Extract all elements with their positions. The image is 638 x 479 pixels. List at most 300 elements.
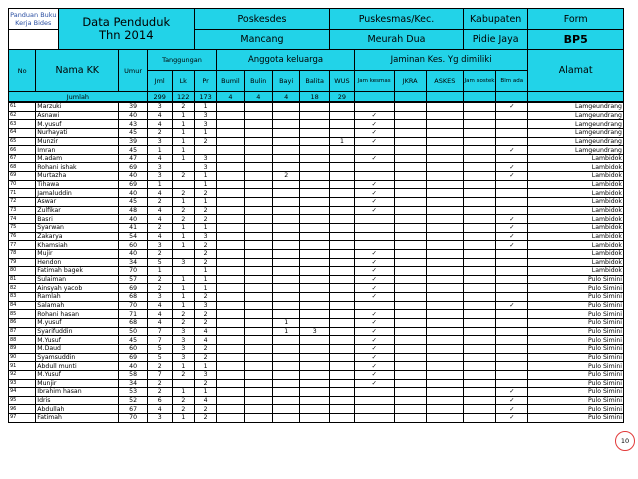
- row-bulin: [244, 258, 273, 267]
- row-jamsostek: [463, 128, 495, 137]
- row-bulin: [244, 327, 273, 336]
- row-bumil: [217, 310, 244, 319]
- row-jamkesmas: [354, 284, 394, 293]
- row-lk: 1: [172, 232, 194, 241]
- row-bulin: [244, 189, 273, 198]
- row-no: 95: [9, 396, 36, 405]
- checkmark-icon: ✓: [371, 362, 377, 370]
- row-jamkesmas: [354, 336, 394, 345]
- row-jamsostek: [463, 137, 495, 146]
- row-umur: 70: [119, 414, 148, 423]
- row-umur: 54: [119, 232, 148, 241]
- row-jamsostek: [463, 120, 495, 129]
- row-bumil: [217, 180, 244, 189]
- row-nama: Rohani hasan: [36, 310, 119, 319]
- row-jamkesmas: [354, 241, 394, 250]
- row-lk: 1: [172, 388, 194, 397]
- row-blmada: [496, 111, 528, 120]
- row-pr: 2: [194, 293, 216, 302]
- row-jamsostek: [463, 154, 495, 163]
- row-alamat: Lamgeundrang: [528, 103, 624, 112]
- table-row: [9, 103, 624, 112]
- row-jamsostek: [463, 146, 495, 155]
- row-balita: [300, 267, 330, 276]
- row-bayi: [273, 344, 300, 353]
- row-alamat: Lambidok: [528, 189, 624, 198]
- row-bayi: [273, 215, 300, 224]
- puskesmas-value: Meurah Dua: [330, 30, 464, 50]
- row-blmada: [496, 327, 528, 336]
- row-jamkesmas: [354, 103, 394, 112]
- row-pr: 1: [194, 128, 216, 137]
- row-bayi: [273, 163, 300, 172]
- row-pr: 3: [194, 111, 216, 120]
- row-wus: [330, 379, 355, 388]
- row-balita: [300, 319, 330, 328]
- row-bulin: [244, 241, 273, 250]
- row-lk: 1: [172, 154, 194, 163]
- row-bumil: [217, 146, 244, 155]
- row-bayi: [273, 103, 300, 112]
- total-bumil: 4: [217, 92, 244, 102]
- row-jamsostek: [463, 336, 495, 345]
- row-jamkesmas: [354, 189, 394, 198]
- row-no: 71: [9, 189, 36, 198]
- row-jamsostek: [463, 189, 495, 198]
- row-nama: Abdullah: [36, 405, 119, 414]
- row-jamkesmas: [354, 405, 394, 414]
- row-umur: 45: [119, 198, 148, 207]
- row-lk: 1: [172, 284, 194, 293]
- row-bayi: [273, 284, 300, 293]
- population-rows: [9, 103, 624, 423]
- row-balita: [300, 362, 330, 371]
- row-blmada: [496, 120, 528, 129]
- row-askes: [426, 232, 463, 241]
- row-no: 67: [9, 154, 36, 163]
- table-row: [9, 154, 624, 163]
- row-lk: 1: [172, 241, 194, 250]
- row-pr: 1: [194, 180, 216, 189]
- row-pr: 4: [194, 327, 216, 336]
- row-balita: [300, 206, 330, 215]
- row-bayi: [273, 370, 300, 379]
- row-wus: [330, 111, 355, 120]
- checkmark-icon: ✓: [371, 336, 377, 344]
- table-row: [9, 370, 624, 379]
- row-bulin: [244, 310, 273, 319]
- row-wus: [330, 396, 355, 405]
- checkmark-icon: ✓: [371, 207, 377, 214]
- checkmark-icon: ✓: [371, 129, 377, 137]
- row-alamat: Lambidok: [528, 223, 624, 232]
- row-askes: [426, 370, 463, 379]
- row-bulin: [244, 353, 273, 362]
- row-alamat: Lambidok: [528, 267, 624, 276]
- row-jml: 5: [147, 258, 172, 267]
- row-bulin: [244, 301, 273, 310]
- row-jml: 3: [147, 103, 172, 112]
- row-jamsostek: [463, 319, 495, 328]
- row-jkra: [394, 319, 426, 328]
- table-row: [9, 206, 624, 215]
- row-alamat: Pulo Simini: [528, 310, 624, 319]
- row-blmada: [496, 344, 528, 353]
- row-nama: Zakarya: [36, 232, 119, 241]
- col-belum-ada: Blm ada: [496, 71, 528, 92]
- row-no: 63: [9, 120, 36, 129]
- row-askes: [426, 120, 463, 129]
- row-bayi: [273, 275, 300, 284]
- row-balita: [300, 379, 330, 388]
- row-bayi: [273, 301, 300, 310]
- row-wus: [330, 163, 355, 172]
- row-balita: [300, 120, 330, 129]
- row-lk: 1: [172, 137, 194, 146]
- row-jamsostek: [463, 370, 495, 379]
- row-jml: 7: [147, 336, 172, 345]
- row-jkra: [394, 414, 426, 423]
- col-balita: Balita: [300, 71, 330, 92]
- row-no: 70: [9, 180, 36, 189]
- row-balita: [300, 388, 330, 397]
- row-lk: 3: [172, 344, 194, 353]
- row-umur: 40: [119, 249, 148, 258]
- row-balita: [300, 353, 330, 362]
- row-no: 80: [9, 267, 36, 276]
- row-bumil: [217, 301, 244, 310]
- row-pr: 1: [194, 362, 216, 371]
- row-umur: 45: [119, 128, 148, 137]
- header-table: [8, 8, 624, 102]
- row-jkra: [394, 137, 426, 146]
- row-no: 76: [9, 232, 36, 241]
- row-nama: Sulaiman: [36, 275, 119, 284]
- row-bayi: [273, 198, 300, 207]
- row-bayi: 1: [273, 327, 300, 336]
- table-row: [9, 146, 624, 155]
- total-lk: 122: [172, 92, 194, 102]
- row-askes: [426, 353, 463, 362]
- row-no: 85: [9, 310, 36, 319]
- row-jml: 1: [147, 146, 172, 155]
- kabupaten-label: Kabupaten: [463, 9, 527, 30]
- row-blmada: [496, 336, 528, 345]
- row-no: 90: [9, 353, 36, 362]
- row-askes: [426, 223, 463, 232]
- row-jamsostek: [463, 396, 495, 405]
- guide-spacer: [9, 30, 59, 50]
- row-wus: [330, 120, 355, 129]
- row-bumil: [217, 344, 244, 353]
- row-alamat: Pulo Simini: [528, 362, 624, 371]
- row-jml: 4: [147, 154, 172, 163]
- row-jamkesmas: [354, 414, 394, 423]
- row-blmada: [496, 172, 528, 181]
- row-askes: [426, 172, 463, 181]
- row-nama: Imran: [36, 146, 119, 155]
- row-blmada: [496, 414, 528, 423]
- row-bayi: 2: [273, 172, 300, 181]
- row-bumil: [217, 198, 244, 207]
- table-row: [9, 275, 624, 284]
- row-blmada: [496, 232, 528, 241]
- checkmark-icon: ✓: [371, 284, 377, 292]
- row-bumil: [217, 172, 244, 181]
- row-umur: 52: [119, 396, 148, 405]
- row-pr: 3: [194, 120, 216, 129]
- row-jkra: [394, 379, 426, 388]
- row-pr: 2: [194, 379, 216, 388]
- row-jkra: [394, 370, 426, 379]
- col-pr: Pr: [194, 71, 216, 92]
- row-lk: 1: [172, 275, 194, 284]
- row-balita: [300, 128, 330, 137]
- row-balita: [300, 172, 330, 181]
- col-umur: Umur: [119, 50, 148, 92]
- row-umur: 69: [119, 353, 148, 362]
- row-balita: [300, 180, 330, 189]
- row-nama: Ainsyah yacob: [36, 284, 119, 293]
- row-jamkesmas: [354, 362, 394, 371]
- row-jamkesmas: [354, 258, 394, 267]
- row-bulin: [244, 180, 273, 189]
- row-bayi: [273, 128, 300, 137]
- checkmark-icon: ✓: [371, 181, 377, 189]
- table-row: [9, 223, 624, 232]
- checkmark-icon: ✓: [371, 258, 377, 266]
- row-blmada: [496, 241, 528, 250]
- row-alamat: Pulo Simini: [528, 379, 624, 388]
- row-umur: 60: [119, 241, 148, 250]
- row-pr: 2: [194, 344, 216, 353]
- row-no: 78: [9, 249, 36, 258]
- row-blmada: [496, 284, 528, 293]
- row-nama: Munzir: [36, 137, 119, 146]
- row-bumil: [217, 163, 244, 172]
- row-nama: Abdull munti: [36, 362, 119, 371]
- row-jamsostek: [463, 353, 495, 362]
- row-bulin: [244, 163, 273, 172]
- row-wus: [330, 353, 355, 362]
- row-alamat: Lamgeundrang: [528, 137, 624, 146]
- row-no: 62: [9, 111, 36, 120]
- row-jkra: [394, 396, 426, 405]
- row-wus: [330, 293, 355, 302]
- row-alamat: Lambidok: [528, 241, 624, 250]
- table-row: [9, 336, 624, 345]
- row-askes: [426, 405, 463, 414]
- checkmark-icon: ✓: [509, 146, 515, 154]
- row-bayi: [273, 241, 300, 250]
- row-bulin: [244, 215, 273, 224]
- checkmark-icon: ✓: [509, 232, 515, 240]
- table-row: [9, 414, 624, 423]
- row-umur: 40: [119, 172, 148, 181]
- checkmark-icon: ✓: [371, 267, 377, 275]
- row-lk: 1: [172, 414, 194, 423]
- row-no: 74: [9, 215, 36, 224]
- row-wus: [330, 414, 355, 423]
- row-jamsostek: [463, 172, 495, 181]
- row-jml: 2: [147, 223, 172, 232]
- row-pr: 3: [194, 232, 216, 241]
- row-no: 83: [9, 293, 36, 302]
- row-askes: [426, 111, 463, 120]
- row-jkra: [394, 172, 426, 181]
- row-no: 75: [9, 223, 36, 232]
- row-bayi: [273, 379, 300, 388]
- title-line-2: Thn 2014: [98, 28, 154, 42]
- row-jamsostek: [463, 379, 495, 388]
- row-bumil: [217, 137, 244, 146]
- title-line-1: Data Penduduk: [82, 15, 171, 29]
- row-umur: 39: [119, 103, 148, 112]
- row-bayi: [273, 223, 300, 232]
- row-wus: [330, 198, 355, 207]
- row-bulin: [244, 344, 273, 353]
- poskesdes-label: Poskesdes: [194, 9, 329, 30]
- row-lk: 2: [172, 206, 194, 215]
- checkmark-icon: ✓: [509, 388, 515, 396]
- row-lk: 2: [172, 370, 194, 379]
- row-askes: [426, 396, 463, 405]
- row-jkra: [394, 344, 426, 353]
- row-no: 91: [9, 362, 36, 371]
- row-lk: [172, 180, 194, 189]
- total-balita: 18: [300, 92, 330, 102]
- row-jml: 3: [147, 172, 172, 181]
- row-alamat: Pulo Simini: [528, 284, 624, 293]
- row-alamat: Pulo Simini: [528, 414, 624, 423]
- row-lk: 1: [172, 111, 194, 120]
- row-jml: 2: [147, 128, 172, 137]
- row-alamat: Pulo Simini: [528, 344, 624, 353]
- row-bumil: [217, 405, 244, 414]
- row-pr: 1: [194, 103, 216, 112]
- row-bumil: [217, 396, 244, 405]
- row-wus: [330, 344, 355, 353]
- row-no: 82: [9, 284, 36, 293]
- row-wus: [330, 215, 355, 224]
- table-row: [9, 120, 624, 129]
- row-lk: 1: [172, 120, 194, 129]
- checkmark-icon: ✓: [509, 397, 515, 405]
- row-no: 65: [9, 137, 36, 146]
- row-jml: 4: [147, 301, 172, 310]
- row-blmada: [496, 103, 528, 112]
- row-lk: 3: [172, 258, 194, 267]
- checkmark-icon: ✓: [509, 405, 515, 413]
- row-jml: 3: [147, 241, 172, 250]
- row-no: 73: [9, 206, 36, 215]
- row-bulin: [244, 405, 273, 414]
- row-balita: [300, 103, 330, 112]
- row-wus: [330, 327, 355, 336]
- row-alamat: Pulo Simini: [528, 301, 624, 310]
- row-umur: 68: [119, 319, 148, 328]
- table-row: [9, 310, 624, 319]
- row-askes: [426, 362, 463, 371]
- table-row: [9, 344, 624, 353]
- row-wus: [330, 275, 355, 284]
- row-nama: Nurhayati: [36, 128, 119, 137]
- row-pr: 2: [194, 405, 216, 414]
- row-jamkesmas: [354, 172, 394, 181]
- row-askes: [426, 327, 463, 336]
- puskesmas-label: Puskesmas/Kec.: [330, 9, 464, 30]
- checkmark-icon: ✓: [371, 371, 377, 379]
- row-jml: 3: [147, 163, 172, 172]
- row-jamkesmas: [354, 319, 394, 328]
- row-jamsostek: [463, 414, 495, 423]
- row-bayi: [273, 120, 300, 129]
- row-bumil: [217, 215, 244, 224]
- row-jkra: [394, 128, 426, 137]
- row-lk: [172, 379, 194, 388]
- row-umur: 58: [119, 370, 148, 379]
- row-bulin: [244, 370, 273, 379]
- checkmark-icon: ✓: [371, 198, 377, 206]
- row-jamsostek: [463, 405, 495, 414]
- row-bayi: [273, 414, 300, 423]
- total-bayi: 4: [273, 92, 300, 102]
- row-bumil: [217, 241, 244, 250]
- row-nama: Salamah: [36, 301, 119, 310]
- row-askes: [426, 344, 463, 353]
- row-alamat: Lamgeundrang: [528, 111, 624, 120]
- row-bulin: [244, 223, 273, 232]
- table-row: [9, 362, 624, 371]
- row-bayi: [273, 405, 300, 414]
- row-jamkesmas: [354, 146, 394, 155]
- row-umur: 67: [119, 405, 148, 414]
- row-askes: [426, 379, 463, 388]
- row-jamkesmas: [354, 379, 394, 388]
- row-pr: 3: [194, 163, 216, 172]
- row-nama: Jamaluddin: [36, 189, 119, 198]
- row-pr: 2: [194, 241, 216, 250]
- row-jml: 3: [147, 137, 172, 146]
- checkmark-icon: ✓: [509, 241, 515, 249]
- row-umur: 68: [119, 293, 148, 302]
- row-bayi: [273, 388, 300, 397]
- table-row: [9, 241, 624, 250]
- row-jkra: [394, 163, 426, 172]
- row-alamat: Pulo Simini: [528, 388, 624, 397]
- row-lk: 2: [172, 215, 194, 224]
- row-alamat: Lambidok: [528, 198, 624, 207]
- row-jml: 7: [147, 370, 172, 379]
- row-balita: [300, 405, 330, 414]
- row-balita: [300, 249, 330, 258]
- row-umur: 45: [119, 336, 148, 345]
- checkmark-icon: ✓: [509, 414, 515, 422]
- row-bumil: [217, 258, 244, 267]
- row-balita: 3: [300, 327, 330, 336]
- col-nama-kk: Nama KK: [36, 50, 119, 92]
- table-row: [9, 405, 624, 414]
- row-nama: Aswar: [36, 198, 119, 207]
- col-tanggungan: Tanggungan: [147, 50, 216, 71]
- row-balita: [300, 258, 330, 267]
- row-wus: [330, 388, 355, 397]
- row-bumil: [217, 293, 244, 302]
- row-jml: 2: [147, 249, 172, 258]
- col-alamat: Alamat: [528, 50, 624, 92]
- table-row: [9, 396, 624, 405]
- row-blmada: [496, 388, 528, 397]
